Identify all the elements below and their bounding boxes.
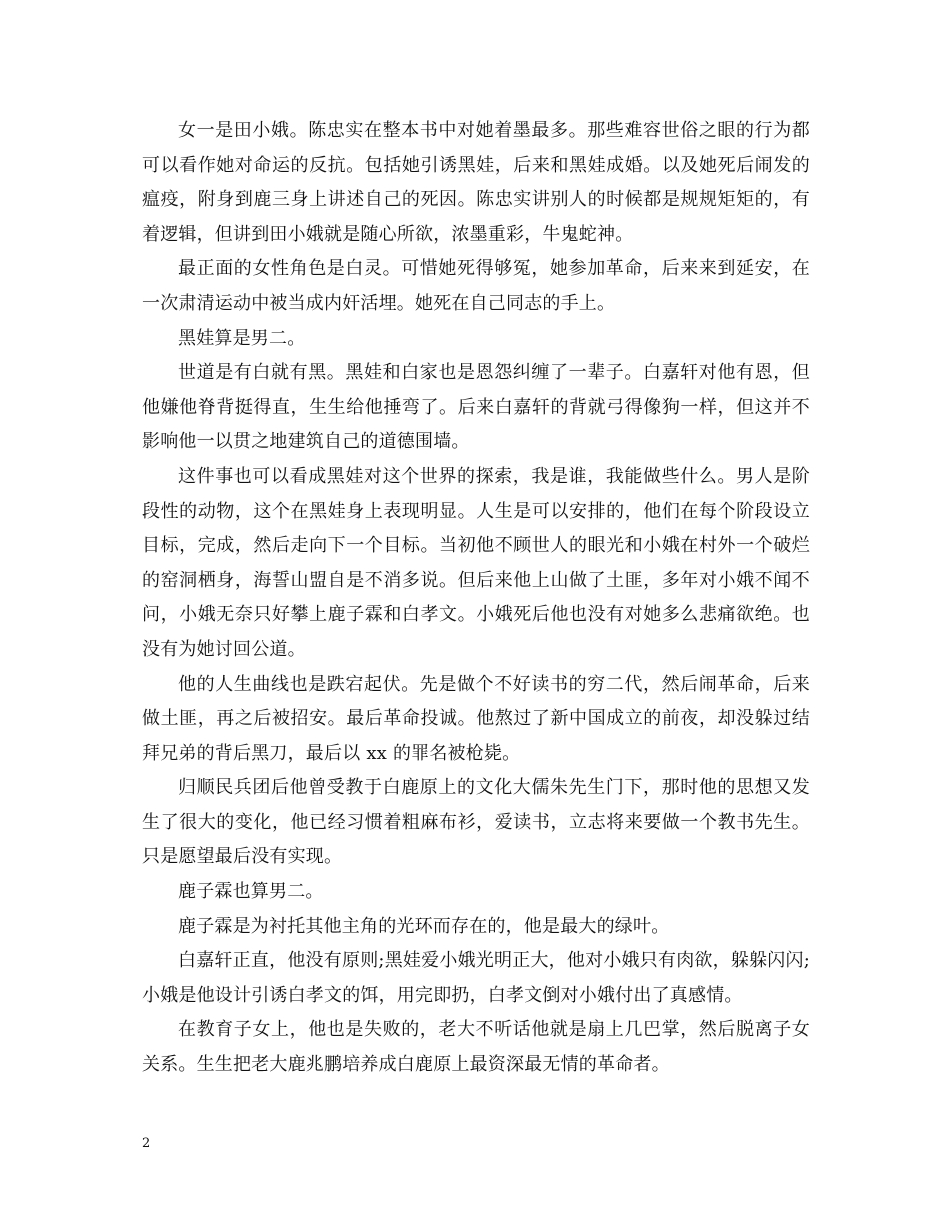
paragraph: 这件事也可以看成黑娃对这个世界的探索，我是谁，我能做些什么。男人是阶段性的动物，这个在黑娃身上表现明显。人生是可以安排的，他们在每个阶段设立目标，完成，然后走向下一个目标。当初他不顾世人的眼光和小娥在村外一个破烂的窑洞栖身，海誓山盟自是不消多说。但后来他上山做了土匪，多年对小娥不闻不问，小娥无奈只好攀上鹿子霖和白孝文。小娥死后他也没有对她多么悲痛欲绝。也没有为她讨回公道。 bbox=[142, 465, 810, 660]
paragraph: 鹿子霖也算男二。 bbox=[178, 881, 324, 903]
paragraph: 白嘉轩正直，他没有原则;黑娃爱小娥光明正大，他对小娥只有肉欲，躲躲闪闪;小娥是他设计引诱白孝文的饵，用完即扔，白孝文倒对小娥付出了真感情。 bbox=[142, 950, 810, 1006]
paragraph: 最正面的女性角色是白灵。可惜她死得够冤，她参加革命，后来来到延安，在一次肃清运动中被当成内奸活埋。她死在自己同志的手上。 bbox=[142, 258, 810, 314]
paragraph: 在教育子女上，他也是失败的，老大不听话他就是扇上几巴掌，然后脱离子女关系。生生把老大鹿兆鹏培养成白鹿原上最资深最无情的革命者。 bbox=[142, 1019, 810, 1076]
paragraph: 他的人生曲线也是跌宕起伏。先是做个不好读书的穷二代，然后闹革命，后来做土匪，再之后被招安。最后革命投诚。他熬过了新中国成立的前夜，却没躲过结拜兄弟的背后黑刀，最后以 xx 的罪名被枪毙。 bbox=[142, 673, 810, 764]
paragraph: 鹿子霖是为衬托其他主角的光环而存在的，他是最大的绿叶。 bbox=[178, 915, 670, 937]
paragraph: 世道是有白就有黑。黑娃和白家也是恩怨纠缠了一辈子。白嘉轩对他有恩，但他嫌他脊背挺得直，生生给他捶弯了。后来白嘉轩的背就弓得像狗一样，但这并不影响他一以贯之地建筑自己的道德围墙。 bbox=[142, 362, 810, 453]
body-text bbox=[142, 114, 810, 1083]
paragraph: 女一是田小娥。陈忠实在整本书中对她着墨最多。那些难容世俗之眼的行为都可以看作她对命运的反抗。包括她引诱黑娃，后来和黑娃成婚。以及她死后闹发的瘟疫，附身到鹿三身上讲述自己的死因。陈忠实讲别人的时候都是规规矩矩的，有着逻辑，但讲到田小娥就是随心所欲，浓墨重彩，牛鬼蛇神。 bbox=[142, 120, 810, 245]
page-number: 2 bbox=[142, 1136, 151, 1151]
paragraph: 归顺民兵团后他曾受教于白鹿原上的文化大儒朱先生门下，那时他的思想又发生了很大的变化，他已经习惯着粗麻布衫，爱读书，立志将来要做一个教书先生。只是愿望最后没有实现。 bbox=[142, 777, 810, 868]
paragraph: 黑娃算是男二。 bbox=[178, 327, 306, 349]
